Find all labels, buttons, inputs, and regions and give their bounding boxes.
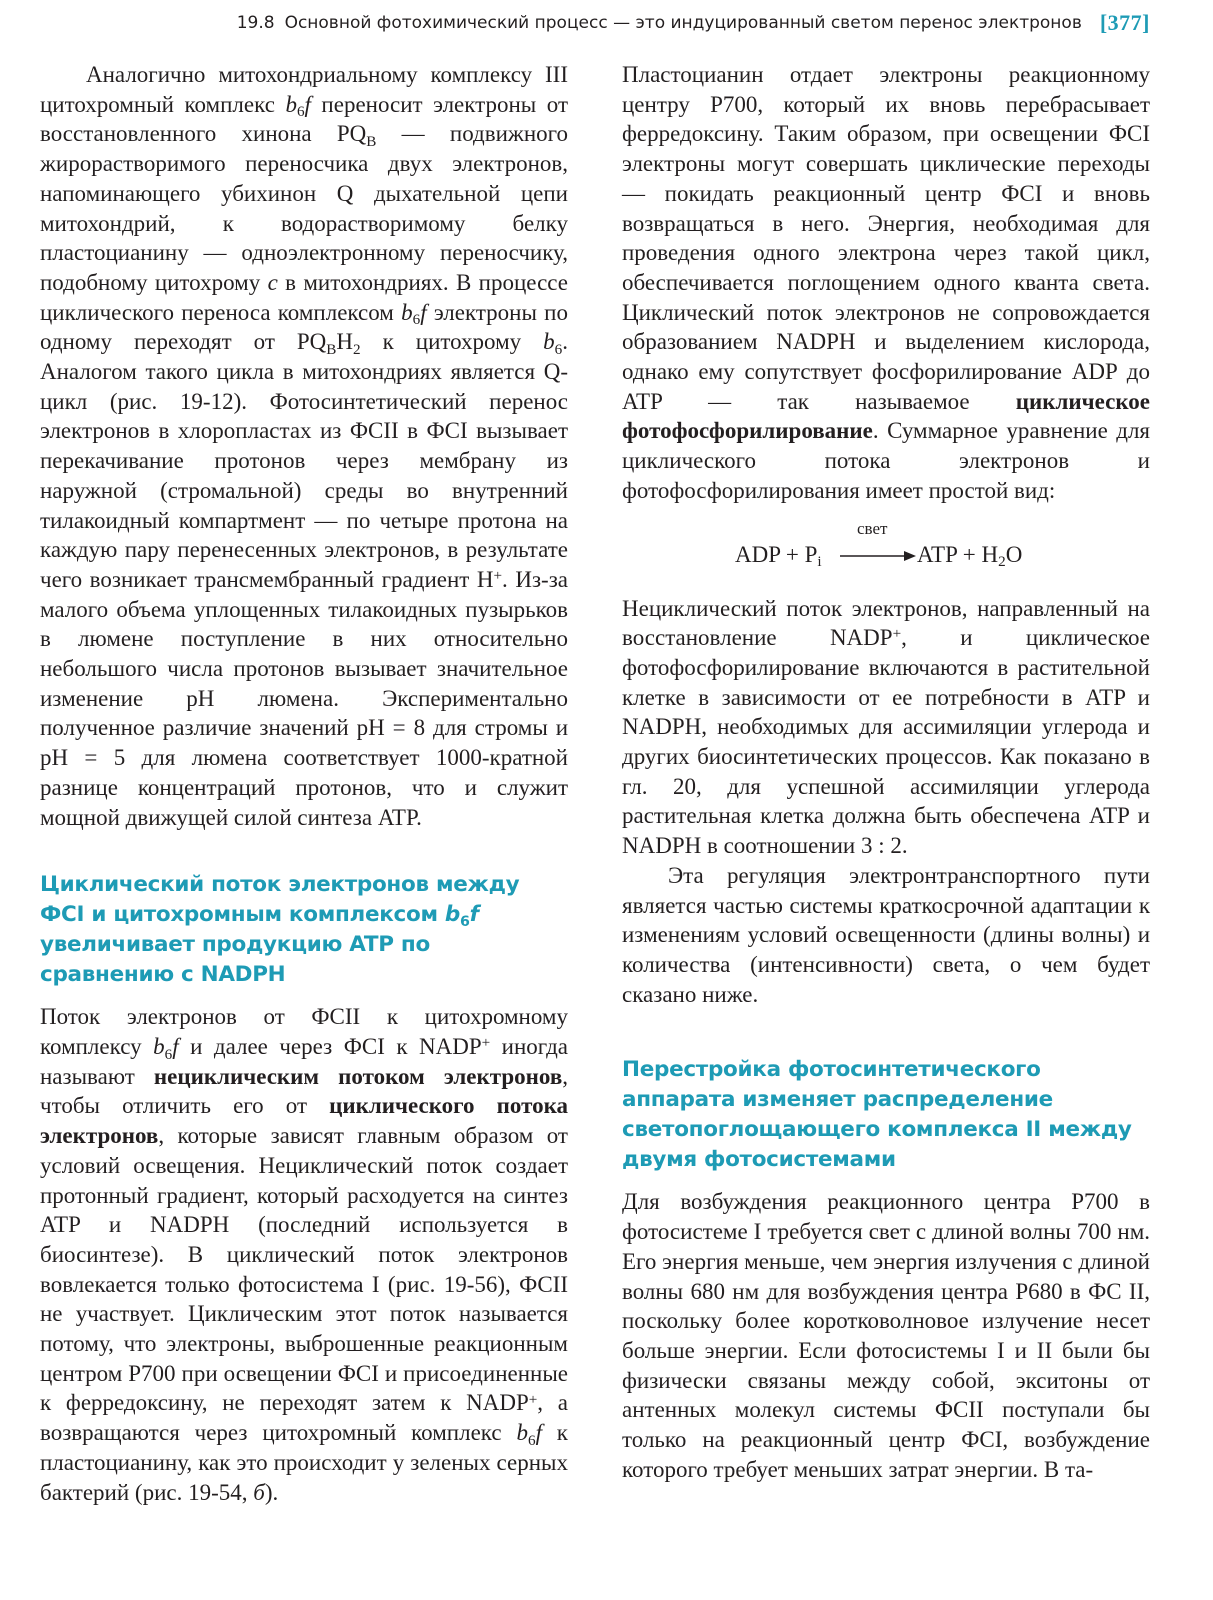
equation-condition: свет (857, 518, 888, 538)
equation (622, 514, 1150, 580)
equation-lhs: ADP + $P_i$ (735, 541, 822, 571)
right-column (622, 60, 1150, 1484)
section-heading: Циклический поток электронов между ФСI и цитохромным комплексом $b_6f$ увеличивает продукцию ATP по сравнению с NADPH (40, 872, 520, 988)
paragraph: Аналогично митохондриальному комплексу III цитохромный комплекс $b_6f$ переносит электроны от восстановленного хинона $PQ_B$ — подвижного жирорастворимого переносчика двух электронов, напоминающего убихинон Q дыхательной цепи митохондрий, к водорастворимому белку пластоцианину — одноэлектронному переносчику, подобному цитохрому c в митохондриях. В процессе циклического переноса комплексом $b_6f$ электроны по одному переходят от $PQ_BH_2$ к цитохрому $b_6$. Аналогом такого цикла в митохондриях является Q-цикл (рис. 19-12). Фотосинтетический перенос электронов в хлоропластах из ФСII в ФСI вызывает перекачивание протонов через мембрану из наружной (стромальной) среды во внутренний тилакоидный компартмент — по четыре протона на каждую пару перенесенных электронов, в результате чего возникает трансмембранный градиент H+. Из-за малого объема уплощенных тилакоидных пузырьков в люмене поступление в них относительно небольшого числа протонов вызывает значительное изменение pH люмена. Экспериментально полученное различие значений pH = 8 для стромы и pH = 5 для люмена соответствует 1000-кратной разнице концентраций протонов, что и служит мощной движущей силой синтеза ATP. (40, 62, 568, 830)
paragraph: Поток электронов от ФСII к цитохромному комплексу $b_6f$ и далее через ФСI к NADP+ иногда называют нециклическим потоком электронов, чтобы отличить его от циклического потока электронов, которые зависят главным образом от условий освещения. Нециклический поток создает протонный градиент, который расходуется на синтез ATP и NADPH (последний используется в биосинтезе). В циклический поток электронов вовлекается только фотосистема I (рис. 19-56), ФСII не участвует. Циклическим этот поток называется потому, что электроны, выброшенные реакционным центром P700 при освещении ФСI и присоединенные к ферредоксину, не переходят затем к NADP+, а возвращаются через цитохромный комплекс $b_6f$ к пластоцианину, как это происходит у зеленых серных бактерий (рис. 19-54, б). (40, 1004, 569, 1505)
reaction-arrow-icon (840, 550, 916, 562)
section-number: 19.8 (236, 13, 275, 33)
bold-term: циклического потока электронов (40, 1093, 569, 1149)
left-column (40, 60, 568, 1507)
paragraph: Пластоцианин отдает электроны реакционному центру P700, который их вновь перебрасывает ферредоксину. Таким образом, при освещении ФСI электроны могут совершать циклические переходы — покидать реакционный центр ФСI и вновь возвращаться в него. Энергия, необходимая для проведения одного электрона через такой цикл, обеспечивается поглощением одного кванта света. Циклический поток электронов не сопровождается образованием NADPH и выделением кислорода, однако ему сопутствует фосфорилирование ADP до ATP — так называемое циклическое фотофосфорилирование. Суммарное уравнение для циклического потока электронов и фотофосфорилирования имеет простой вид: (622, 62, 1150, 503)
paragraph: Нециклический поток электронов, направленный на восстановление NADP+, и циклическое фотофосфорилирование включаются в растительной клетке в зависимости от ее потребности в ATP и NADPH, необходимых для ассимиляции углерода и других биосинтетических процессов. Как показано в гл. 20, для успешной ассимиляции углерода растительная клетка должна быть обеспечена ATP и NADPH в соотношении 3 : 2. (622, 595, 1150, 859)
paragraph: Для возбуждения реакционного центра P700 в фотосистеме I требуется свет с длиной волны 700 нм. Его энергия меньше, чем энергия излучения с длиной волны 680 нм для возбуждения центра P680 в ФС II, поскольку более коротковолновое излучение несет больше энергии. Если фотосистемы I и II были бы физически связаны между собой, экситоны от антенных молекул системы ФСII поступали бы только на реакционный центр ФСI, возбуждение которого требует меньших затрат энергии. В та- (622, 1189, 1150, 1482)
running-head (230, 6, 1150, 40)
equation-rhs: ATP + $H_2O$ (917, 541, 1023, 571)
paragraph: Эта регуляция электронтранспортного пути является частью системы краткосрочной адаптации к изменениям условий освещенности (длины волны) и количества (интенсивности) света, о чем будет сказано ниже. (622, 862, 1150, 1007)
bold-term: циклическое фотофосфорилирование (622, 388, 1150, 444)
section-heading: Перестройка фотосинтетического аппарата изменяет распределение светопоглощающего комплекса II между двумя фотосистемами (622, 1057, 1132, 1173)
bold-term: нециклическим потоком электронов (153, 1063, 563, 1089)
section-title: Основной фотохимический процесс — это индуцированный светом перенос электронов (284, 13, 1082, 33)
page-number: [377] (1099, 10, 1150, 35)
